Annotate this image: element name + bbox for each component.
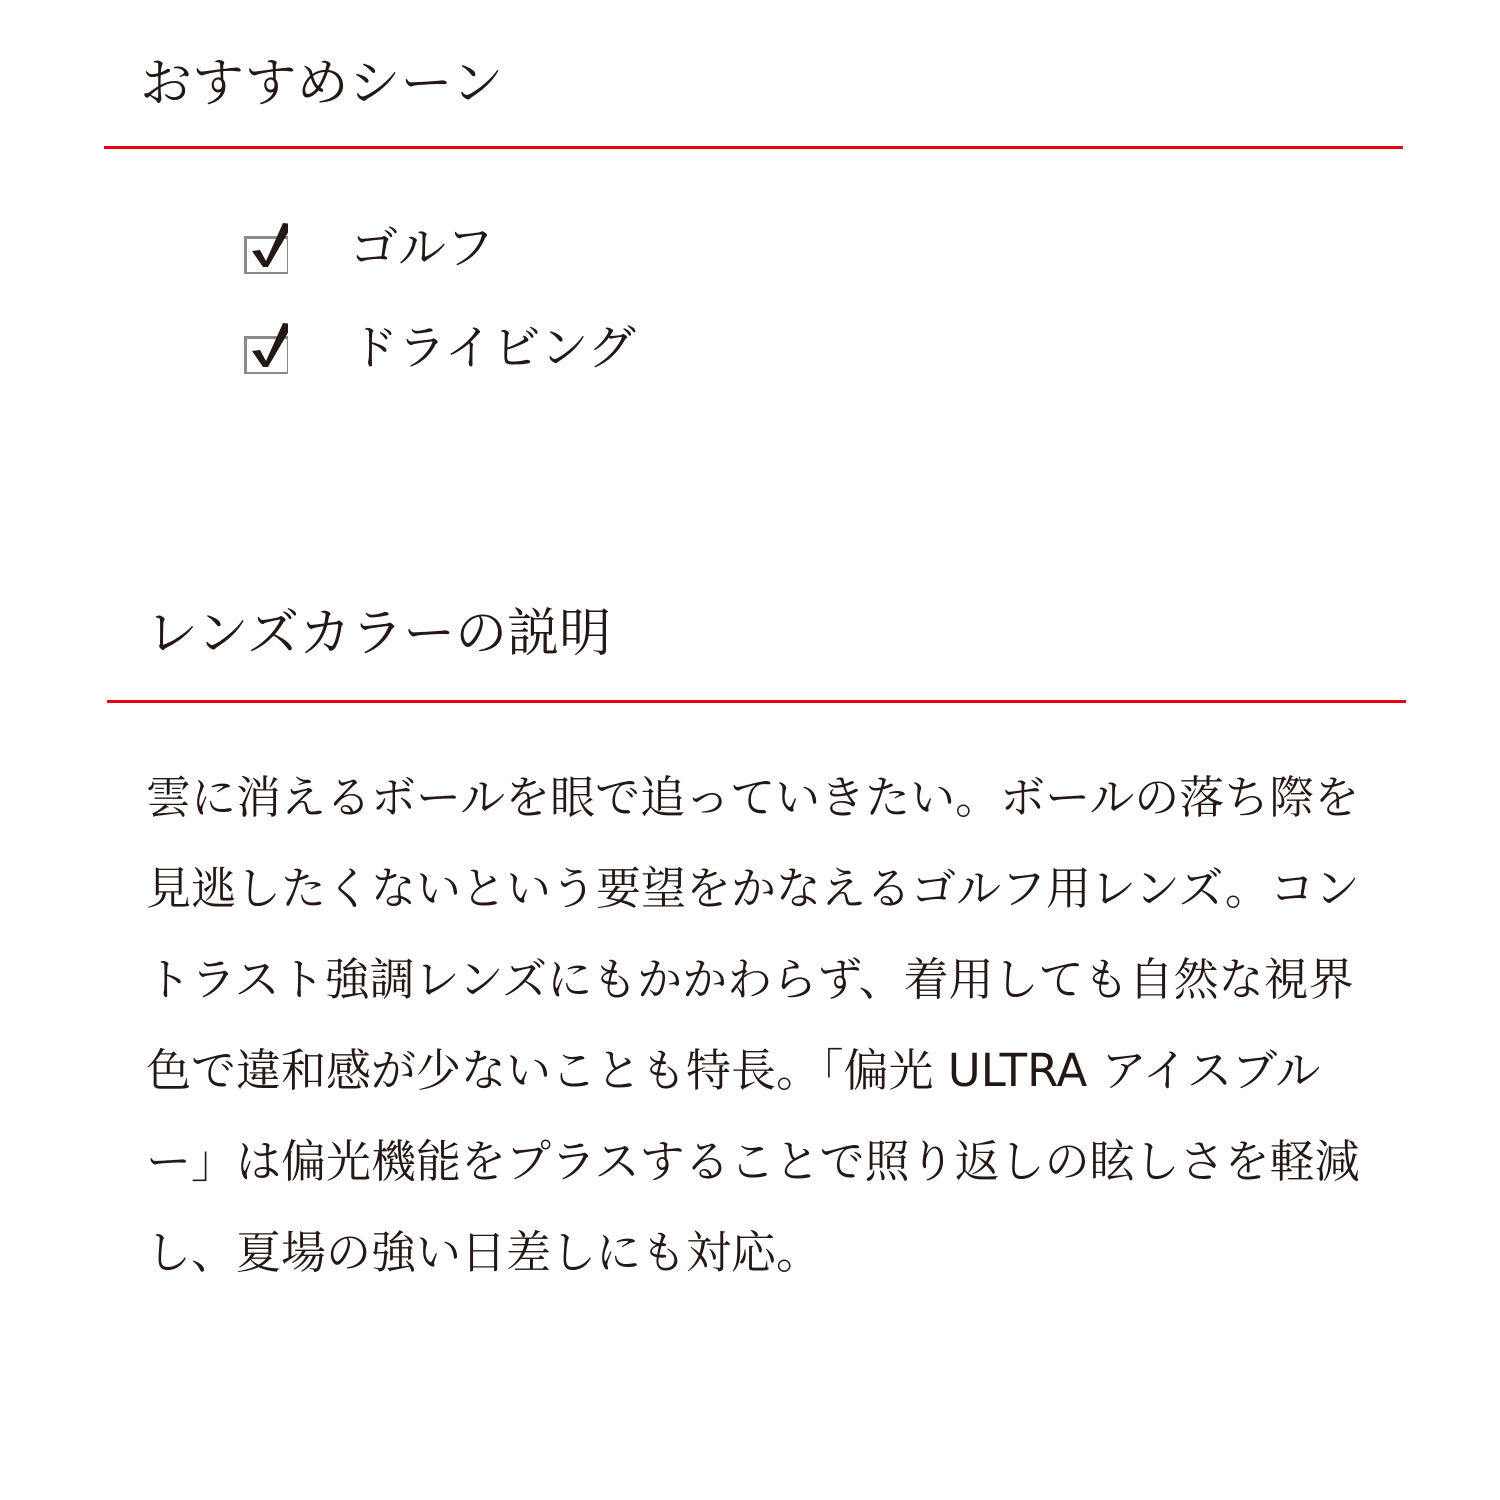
scenes-section-title: おすすめシーン [140, 54, 504, 114]
lens-description: 雲に消えるボールを眼で追っていきたい。ボールの落ち際を見逃したくないという要望をかなえるゴルフ用レンズ。コントラスト強調レンズにもかかわらず、着用しても自然な視界色で違和感が少ないことも特長。「偏光 ULTRA アイスブルー」は偏光機能をプラスすることで照り返しの眩しさを軽減し、夏場の強い日差しにも対応。 [146, 771, 1360, 1279]
lens-section-title: レンズカラーの説明 [146, 604, 612, 664]
scene-label: ドライビング [350, 320, 636, 376]
scene-item-driving [244, 310, 844, 410]
scene-list [244, 210, 844, 410]
checkbox-checked-icon[interactable] [244, 321, 288, 374]
checkbox-checked-icon[interactable] [244, 221, 288, 274]
scenes-divider [104, 146, 1403, 149]
scene-item-golf [244, 210, 844, 310]
lens-divider [107, 700, 1406, 703]
scene-label: ゴルフ [350, 220, 495, 276]
